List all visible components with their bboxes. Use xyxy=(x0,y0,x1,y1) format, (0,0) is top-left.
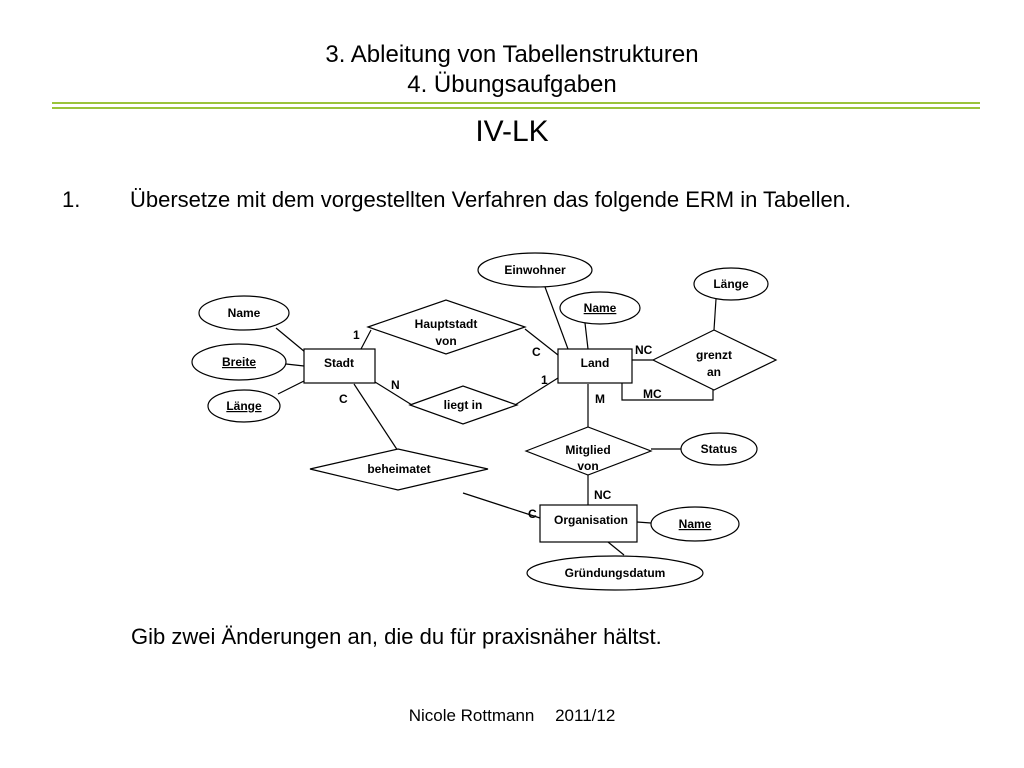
attr-org-name-label: Name xyxy=(678,517,712,531)
edge-land-grenzt-mc xyxy=(622,383,713,400)
attr-grenzt-laenge-label: Länge xyxy=(713,277,749,291)
card-mitglied-org: NC xyxy=(594,488,612,502)
edge-org-name xyxy=(637,522,651,523)
edge-liegt-land xyxy=(515,378,558,405)
slide-footer xyxy=(0,706,1024,726)
card-grenzt-nc: NC xyxy=(635,343,653,357)
entity-land-label: Land xyxy=(580,356,610,370)
edge-stadt-beheimatet xyxy=(354,384,398,451)
footer-author: Nicole Rottmann xyxy=(408,706,535,725)
entity-stadt-label: Stadt xyxy=(324,356,354,370)
card-beheimatet-stadt: C xyxy=(339,392,348,406)
edge-grenzt-laenge xyxy=(714,299,716,330)
attr-org-gruendungsdatum-label: Gründungsdatum xyxy=(564,566,666,580)
attr-land-name-label: Name xyxy=(583,301,617,315)
entity-organisation-label: Organisation xyxy=(553,513,629,527)
footer-year: 2011/12 xyxy=(555,706,616,725)
edge-stadt-name xyxy=(276,328,305,352)
edge-stadt-laenge xyxy=(278,381,304,394)
rel-grenzt-an-line2: an xyxy=(706,365,722,379)
rel-mitglied-von-line2: von xyxy=(577,459,599,473)
slide-title-line1: 3. Ableitung von Tabellenstrukturen xyxy=(325,41,699,68)
edge-org-gruendung xyxy=(608,542,624,555)
slide-subtitle: IV-LK xyxy=(475,115,549,148)
rel-grenzt-an-line1: grenzt xyxy=(696,348,732,362)
rel-hauptstadt-von-line2: von xyxy=(435,334,457,348)
rel-hauptstadt-von-line1: Hauptstadt xyxy=(414,317,478,331)
edge-stadt-breite xyxy=(286,364,304,366)
rel-liegt-in-label: liegt in xyxy=(443,398,483,412)
task-text: Übersetze mit dem vorgestellten Verfahren das folgende ERM in Tabellen. xyxy=(130,187,852,212)
card-mitglied-land: M xyxy=(595,392,605,406)
attr-stadt-laenge-label: Länge xyxy=(226,399,262,413)
edge-hauptstadt-land xyxy=(525,329,558,355)
attr-land-einwohner-label: Einwohner xyxy=(504,263,566,277)
edge-land-einwohner xyxy=(545,287,568,349)
task-number: 1. xyxy=(62,187,81,212)
card-beheimatet-org: C xyxy=(528,507,537,521)
rel-beheimatet-label: beheimatet xyxy=(367,462,431,476)
card-grenzt-mc: MC xyxy=(643,387,662,401)
edge-land-name xyxy=(585,323,588,349)
attr-mitglied-status-label: Status xyxy=(700,442,738,456)
question-text: Gib zwei Änderungen an, die du für praxisnäher hältst. xyxy=(131,624,662,649)
card-liegt-land: 1 xyxy=(541,373,548,387)
card-liegt-stadt: N xyxy=(391,378,400,392)
edge-stadt-hauptstadt xyxy=(361,330,371,349)
attr-stadt-breite-label: Breite xyxy=(221,355,257,369)
card-hauptstadt-land: C xyxy=(532,345,541,359)
rel-mitglied-von-line1: Mitglied xyxy=(565,443,611,457)
slide-title-line2: 4. Übungsaufgaben xyxy=(407,71,617,98)
card-hauptstadt-stadt: 1 xyxy=(353,328,360,342)
attr-stadt-name-label: Name xyxy=(227,306,261,320)
